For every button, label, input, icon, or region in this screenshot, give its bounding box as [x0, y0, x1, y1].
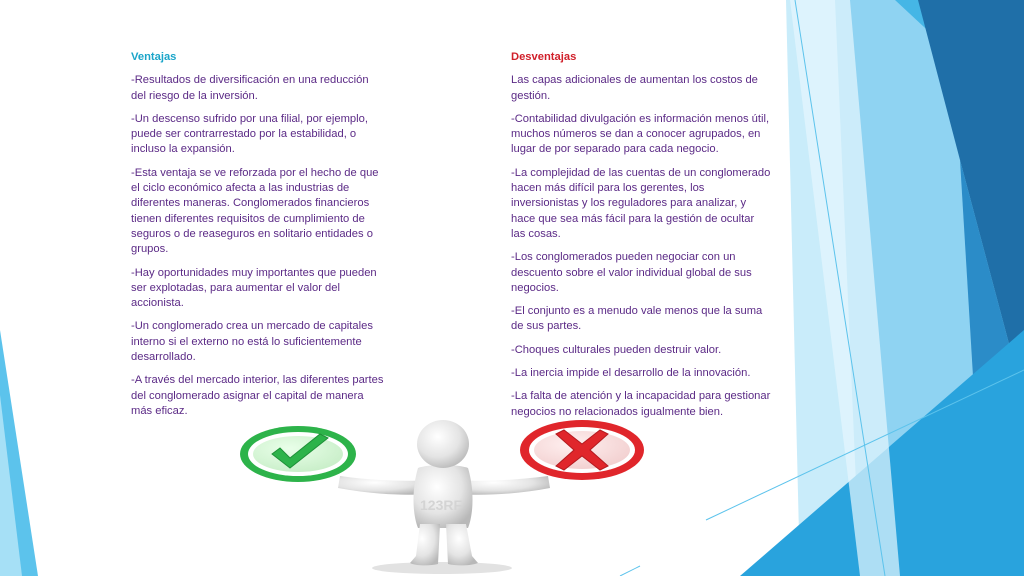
pros-cons-figure-illustration — [230, 418, 660, 576]
pros-paragraph: -Hay oportunidades muy importantes que pueden ser explotadas, para aumentar el valor del accionista. — [131, 266, 377, 310]
cons-paragraph: Las capas adicionales de aumentan los costos de gestión. — [511, 74, 758, 102]
cons-paragraph: -La inercia impide el desarrollo de la innovación. — [511, 367, 751, 380]
pros-paragraph: -Un descenso sufrido por una filial, por ejemplo, puede ser contrarrestado por la estabilidad, o incluso la expansión. — [131, 112, 368, 156]
figure-left-leg — [410, 524, 440, 565]
cons-column — [511, 50, 771, 428]
x-mark-icon — [520, 420, 644, 480]
pros-paragraph: -Esta ventaja se ve reforzada por el hecho de que el ciclo económico afecta a las industrias de diferentes maneras. Conglomerados financieros tienen diferentes requisitos de cumplimiento de seguros o de reaseguros en solitario entidades o grupos. — [131, 166, 379, 256]
check-mark-icon — [240, 426, 356, 482]
pros-paragraph: -Resultados de diversificación en una reducción del riesgo de la inversión. — [131, 74, 369, 102]
cons-paragraph: -El conjunto es a menudo vale menos que la suma de sus partes. — [511, 305, 763, 333]
cons-paragraph: -La falta de atención y la incapacidad para gestionar negocios no relacionados igualmente bien. — [511, 390, 771, 418]
pros-heading: Ventajas — [131, 51, 177, 63]
cons-paragraph: -Contabilidad divulgación es información menos útil, muchos números se dan a conocer agrupados, en lugar de por separado para cada negocio. — [511, 112, 770, 156]
pros-paragraph: -A través del mercado interior, las diferentes partes del conglomerado asignar el capital de manera más eficaz. — [131, 374, 384, 417]
pros-column — [131, 50, 386, 427]
cons-paragraph: -La complejidad de las cuentas de un conglomerado hacen más difícil para los gerentes, los inversionistas y los reguladores para analizar, y hace que sea más fácil para la gestión de ocultar las cosas. — [511, 166, 771, 240]
pros-paragraph: -Un conglomerado crea un mercado de capitales interno si el externo no está lo suficientemente desarrollado. — [131, 320, 373, 364]
cons-paragraph: -Choques culturales pueden destruir valor. — [511, 343, 722, 356]
figure-right-leg — [446, 524, 478, 565]
figure-shadow — [372, 562, 512, 574]
figure-head — [417, 420, 469, 468]
watermark-text: 123RF — [420, 497, 463, 513]
cons-paragraph: -Los conglomerados pueden negociar con un descuento sobre el valor individual global de sus negocios. — [511, 251, 752, 294]
cons-heading: Desventajas — [511, 51, 577, 63]
